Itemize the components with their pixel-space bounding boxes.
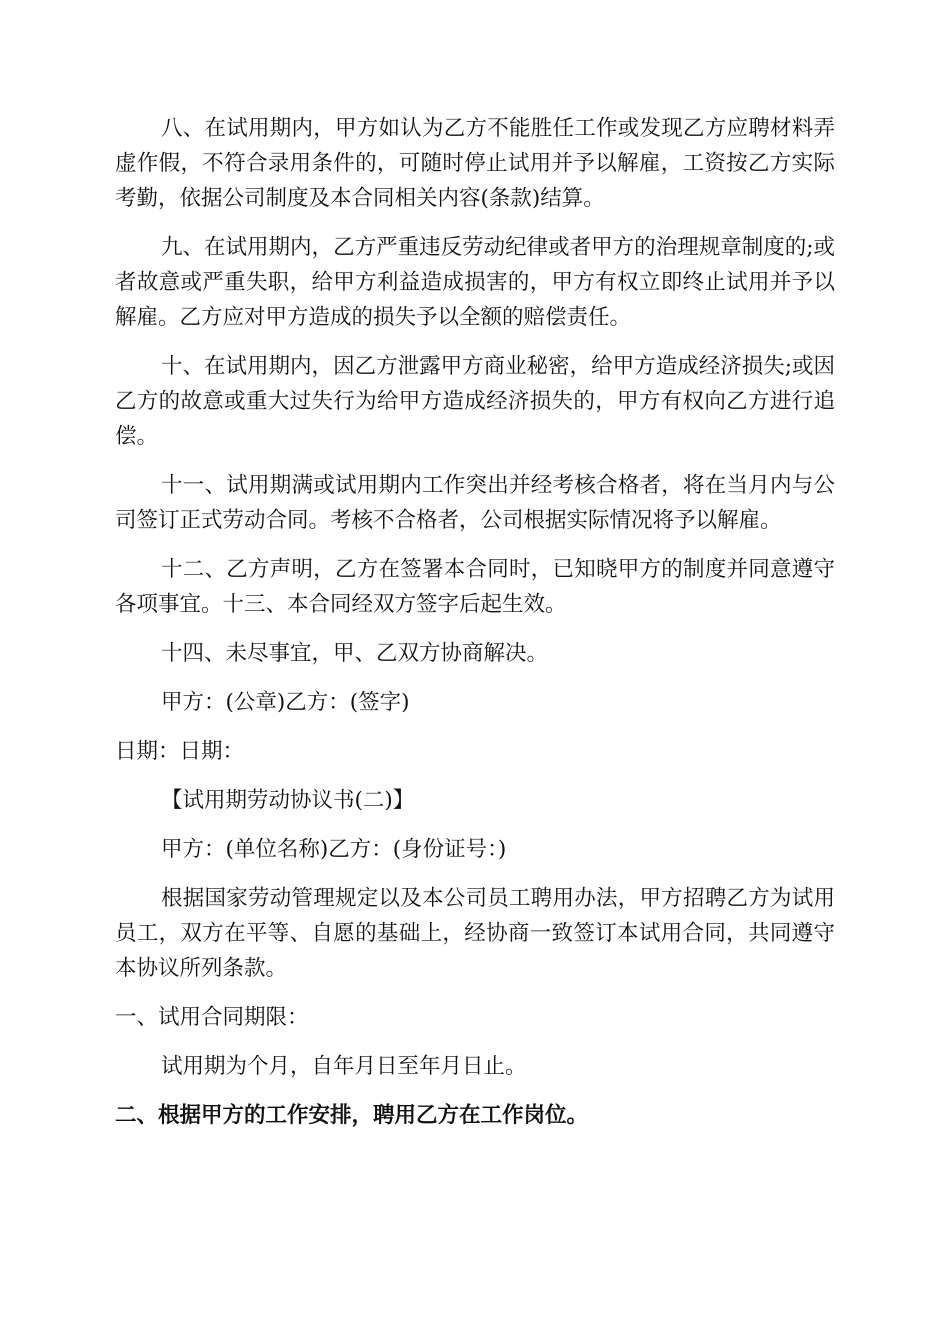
term-detail: 试用期为个月，自年月日至年月日止。 <box>161 1054 527 1079</box>
date-line: 日期：日期： <box>115 739 245 764</box>
clause-14: 十四、未尽事宜，甲、乙双方协商解决。 <box>161 641 549 666</box>
clause-8: 八、在试用期内，甲方如认为乙方不能胜任工作或发现乙方应聘材料弄虚作假，不符合录用条件的，可随时停止试用并予以解雇，工资按乙方实际考勤，依据公司制度及本合同相关内容(条款)结算。 <box>115 116 835 211</box>
preamble: 根据国家劳动管理规定以及本公司员工聘用办法，甲方招聘乙方为试用员工，双方在平等、自愿的基础上，经协商一致签订本试用合同，共同遵守本协议所列条款。 <box>115 886 835 981</box>
clause-10: 十、在试用期内，因乙方泄露甲方商业秘密，给甲方造成经济损失;或因乙方的故意或重大过失行为给甲方造成经济损失的，甲方有权向乙方进行追偿。 <box>115 354 835 449</box>
clause-12-13: 十二、乙方声明，乙方在签署本合同时，已知晓甲方的制度并同意遵守各项事宜。十三、本合同经双方签字后起生效。 <box>115 557 835 617</box>
section-title: 【试用期劳动协议书(二)】 <box>161 788 415 813</box>
clause-11: 十一、试用期满或试用期内工作突出并经考核合格者，将在当月内与公司签订正式劳动合同。考核不合格者，公司根据实际情况将予以解雇。 <box>115 473 835 533</box>
term-heading: 一、试用合同期限： <box>115 1005 309 1030</box>
parties-line: 甲方：(单位名称)乙方：(身份证号：) <box>161 837 507 862</box>
signature-line: 甲方：(公章)乙方：(签字) <box>161 690 410 715</box>
position-heading: 二、根据甲方的工作安排，聘用乙方在工作岗位。 <box>115 1103 589 1128</box>
document-page <box>115 111 835 1147</box>
clause-9: 九、在试用期内，乙方严重违反劳动纪律或者甲方的治理规章制度的;或者故意或严重失职，给甲方利益造成损害的，甲方有权立即终止试用并予以解雇。乙方应对甲方造成的损失予以全额的赔偿责任。 <box>115 235 835 330</box>
